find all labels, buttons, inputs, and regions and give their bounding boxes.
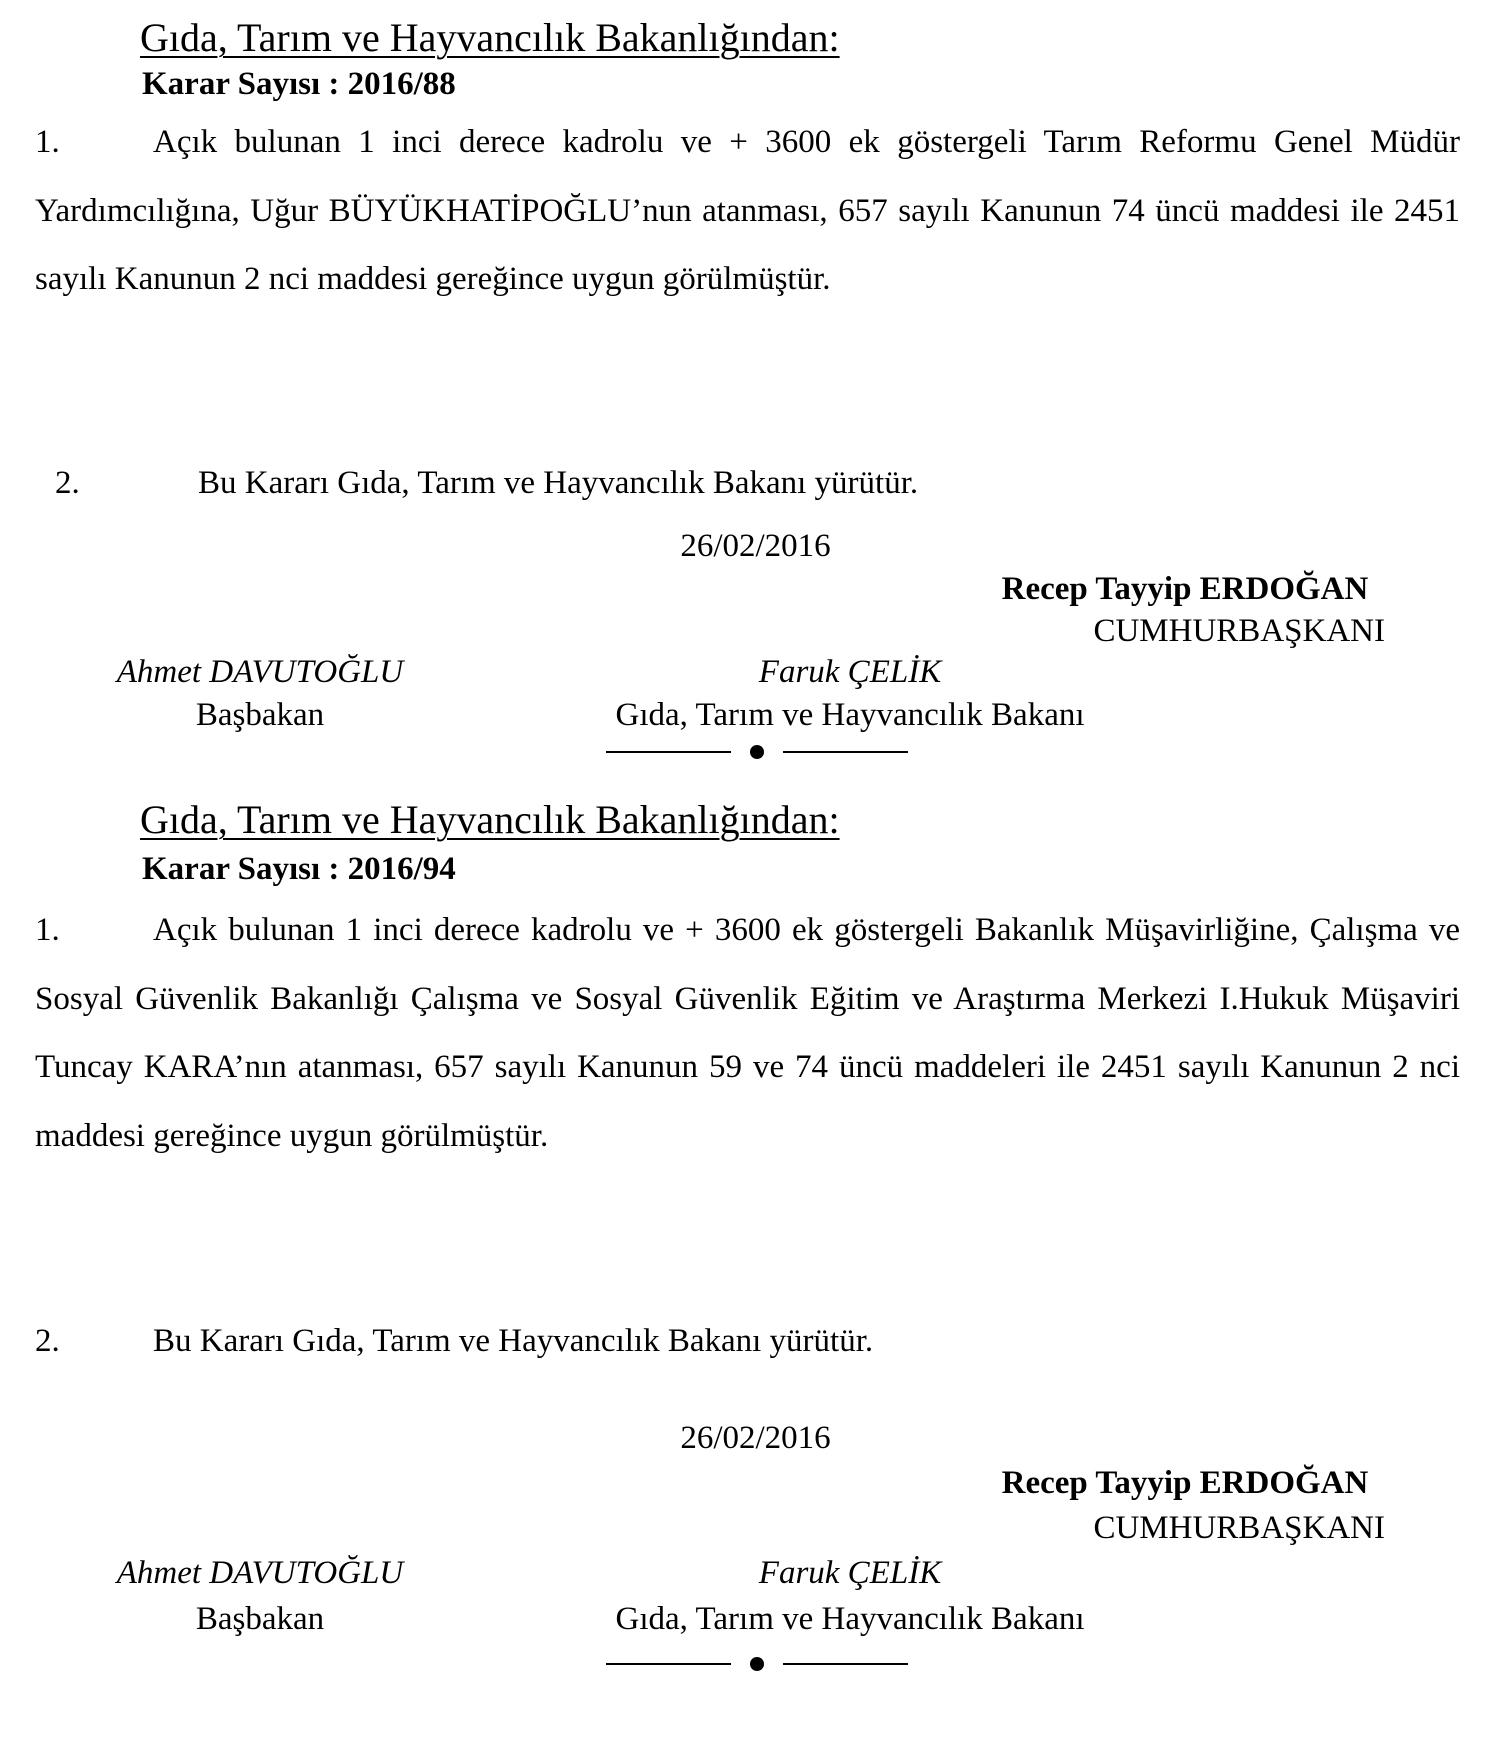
decision-number: Karar Sayısı : 2016/88 bbox=[142, 66, 456, 102]
president-name: Recep Tayyip ERDOĞAN bbox=[1001, 571, 1369, 607]
execution-clause: Bu Kararı Gıda, Tarım ve Hayvancılık Bakanı yürütür. bbox=[153, 1323, 874, 1359]
decision-date: 26/02/2016 bbox=[680, 1420, 831, 1456]
minister-name: Faruk ÇELİK bbox=[758, 1555, 942, 1591]
president-title: CUMHURBAŞKANI bbox=[1093, 1510, 1385, 1546]
pm-title: Başbakan bbox=[195, 1601, 325, 1637]
section-divider bbox=[0, 1654, 1495, 1674]
minister-title: Gıda, Tarım ve Hayvancılık Bakanı bbox=[615, 1601, 1085, 1637]
article-number: 1. bbox=[35, 124, 60, 160]
section-divider bbox=[0, 742, 1495, 762]
minister-name: Faruk ÇELİK bbox=[758, 654, 942, 690]
minister-title: Gıda, Tarım ve Hayvancılık Bakanı bbox=[615, 697, 1085, 733]
decision-number: Karar Sayısı : 2016/94 bbox=[142, 851, 456, 887]
decision-article-1 bbox=[35, 108, 1460, 314]
president-title: CUMHURBAŞKANI bbox=[1093, 613, 1385, 649]
execution-clause: Bu Kararı Gıda, Tarım ve Hayvancılık Bakanı yürütür. bbox=[198, 465, 919, 501]
pm-name: Ahmet DAVUTOĞLU bbox=[116, 654, 404, 690]
pm-name: Ahmet DAVUTOĞLU bbox=[116, 1555, 404, 1591]
article-text: Açık bulunan 1 inci derece kadrolu ve + 3600 ek göstergeli Tarım Reformu Genel Müdür Yardımcılığına, Uğur BÜYÜKHATİPOĞLU’nun atanması, 657 sayılı Kanunun 74 üncü maddesi ile 2451 sayılı Kanunun 2 nci maddesi gereğince uygun görülmüştür. bbox=[35, 124, 1460, 297]
president-name: Recep Tayyip ERDOĞAN bbox=[1001, 1465, 1369, 1501]
ministry-heading: Gıda, Tarım ve Hayvancılık Bakanlığından: bbox=[140, 15, 840, 60]
pm-title: Başbakan bbox=[195, 697, 325, 733]
article-number: 2. bbox=[55, 465, 80, 501]
article-number: 1. bbox=[35, 912, 60, 948]
ministry-heading: Gıda, Tarım ve Hayvancılık Bakanlığından: bbox=[140, 797, 840, 842]
article-text: Açık bulunan 1 inci derece kadrolu ve + 3600 ek göstergeli Bakanlık Müşavirliğine, Çalışma ve Sosyal Güvenlik Bakanlığı Çalışma ve Sosyal Güvenlik Eğitim ve Araştırma Merkezi I.Hukuk Müşaviri Tuncay KARA’nın atanması, 657 sayılı Kanunun 59 ve 74 üncü maddeleri ile 2451 sayılı Kanunun 2 nci maddesi gereğince uygun görülmüştür. bbox=[35, 912, 1460, 1154]
decision-article-1 bbox=[35, 896, 1460, 1170]
decision-date: 26/02/2016 bbox=[680, 528, 831, 564]
article-number: 2. bbox=[35, 1323, 60, 1359]
